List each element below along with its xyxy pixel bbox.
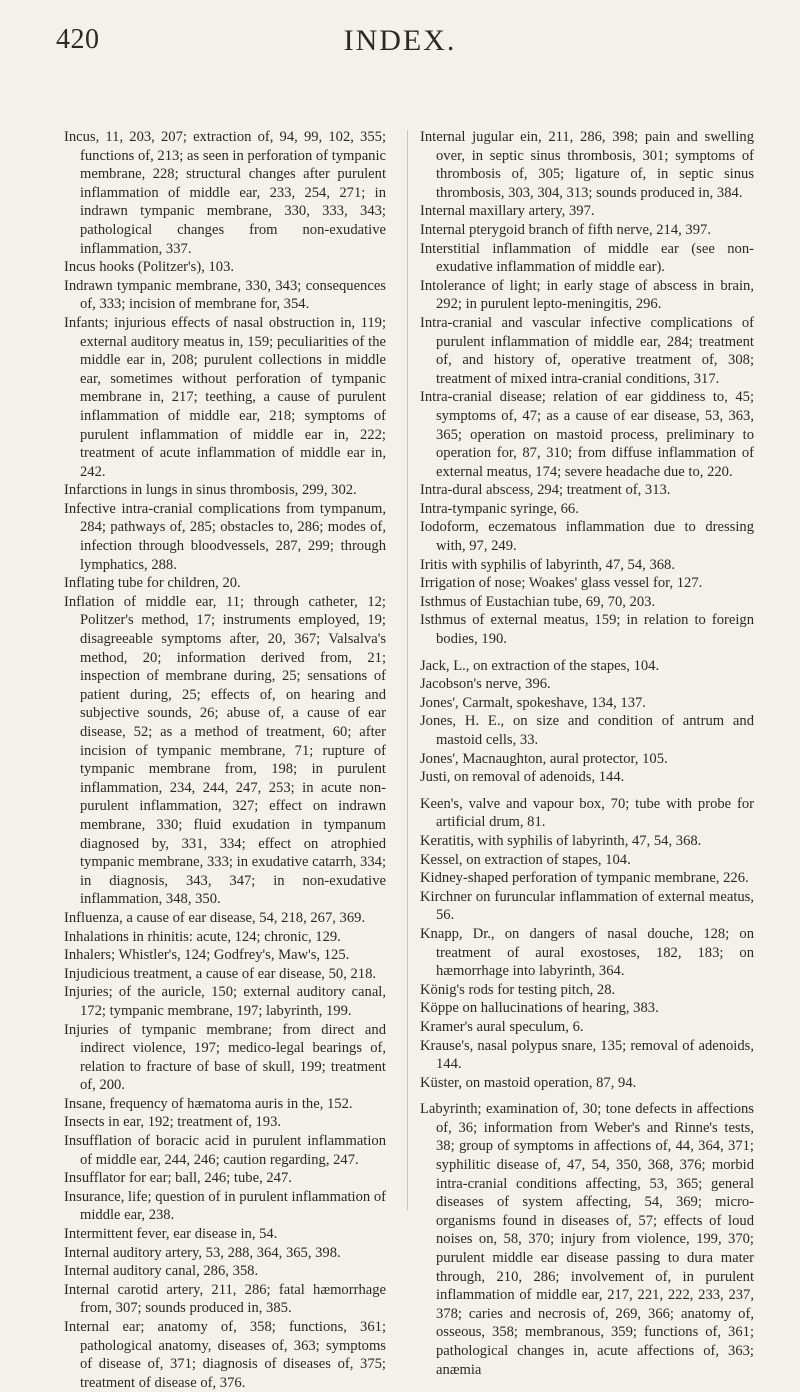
index-entry: Indrawn tympanic membrane, 330, 343; consequences of, 333; incision of membrane for, 354.	[64, 277, 386, 313]
index-entry: Kidney-shaped perforation of tympanic membrane, 226.	[420, 870, 749, 887]
page-number: 420	[56, 24, 100, 55]
index-entry: Insufflator for ear; ball, 246; tube, 247.	[64, 1170, 292, 1187]
index-entry: Insufflation of boracic acid in purulent inflammation of middle ear, 244, 246; caution regarding, 247.	[64, 1133, 386, 1168]
left-column	[64, 128, 386, 1392]
index-entry: Iodoform, eczematous inflammation due to dressing with, 97, 249.	[420, 519, 754, 555]
index-entry: Insects in ear, 192; treatment of, 193.	[64, 1114, 282, 1131]
index-entry: Infective intra-cranial complications from tympanum, 284; pathways of, 285; obstacles to, 286; modes of, infection through bloodvessels, 287, 299; through lymphatics, 288.	[64, 500, 386, 573]
index-entry: Internal ear; anatomy of, 358; functions, 361; pathological anatomy, diseases of, 363; symptoms of disease of, 371; diagnosis of diseases of, 375; treatment of disease of, 376.	[64, 1319, 386, 1391]
index-entry: Kramer's aural speculum, 6.	[420, 1018, 584, 1035]
index-entry: Jones, H. E., on size and condition of antrum and mastoid cells, 33.	[420, 713, 754, 748]
index-entry: Kessel, on extraction of stapes, 104.	[420, 851, 631, 868]
index-entry: Injuries; of the auricle, 150; external auditory canal, 172; tympanic membrane, 197; labyrinth, 199.	[64, 984, 386, 1019]
right-column	[420, 128, 754, 1379]
index-entry: Inhalations in rhinitis: acute, 124; chronic, 129.	[64, 928, 341, 945]
index-entry: Interstitial inflammation of middle ear (see non-exudative inflammation of middle ear).	[420, 240, 754, 276]
index-entry: Influenza, a cause of ear disease, 54, 218, 267, 369.	[64, 909, 366, 926]
index-entry: Internal auditory artery, 53, 288, 364, 365, 398.	[64, 1244, 341, 1261]
index-entry: König's rods for testing pitch, 28.	[420, 981, 616, 998]
index-entry: Internal auditory canal, 286, 358.	[64, 1263, 259, 1280]
index-entry: Jones', Macnaughton, aural protector, 105.	[420, 750, 668, 767]
index-entry: Isthmus of Eustachian tube, 69, 70, 203.	[420, 593, 656, 610]
index-entry: Isthmus of external meatus, 159; in relation to foreign bodies, 190.	[420, 612, 754, 648]
index-entry: Jones', Carmalt, spokeshave, 134, 137.	[420, 694, 646, 711]
index-entry: Injudicious treatment, a cause of ear disease, 50, 218.	[64, 965, 377, 982]
index-entry: Insane, frequency of hæmatoma auris in the, 152.	[64, 1095, 353, 1112]
index-entry: Intolerance of light; in early stage of abscess in brain, 292; in purulent lepto-meningitis, 296.	[420, 277, 754, 313]
index-entry: Insurance, life; question of in purulent inflammation of middle ear, 238.	[64, 1188, 386, 1224]
index-entry: Infarctions in lungs in sinus thrombosis, 299, 302.	[64, 482, 357, 499]
index-entry: Internal maxillary artery, 397.	[420, 203, 595, 220]
index-entry: Kirchner on furuncular inflammation of external meatus, 56.	[420, 888, 754, 924]
index-entry: Intra-cranial and vascular infective complications of purulent inflammation of middle ear, 284; treatment of, and history of, operative treatment of, 308; treatment of mixed intra-cranial conditions, 317.	[420, 314, 754, 387]
index-entry: Incus, 11, 203, 207; extraction of, 94, 99, 102, 355; functions of, 213; as seen in perforation of tympanic membrane, 228; structural changes after purulent inflammation of middle ear, 233, 254, 271; in indrawn tympanic membrane, 330, 333, 343; pathological changes from non-exudative inflammation, 337.	[64, 129, 386, 257]
index-entry: Intra-dural abscess, 294; treatment of, 313.	[420, 482, 671, 499]
index-entry: Internal pterygoid branch of fifth nerve, 214, 397.	[420, 221, 711, 238]
index-entry: Köppe on hallucinations of hearing, 383.	[420, 1000, 659, 1017]
index-entry: Incus hooks (Politzer's), 103.	[64, 259, 235, 276]
index-entry: Labyrinth; examination of, 30; tone defects in affections of, 36; information from Weber's and Rinne's tests, 38; group of symptoms in affections of, 44, 364, 371; syphilitic disease of, 47, 54, 350, 368, 376; morbid intra-cranial conditions affecting, 53, 365; general diseases of system affecting, 54, 369; micro-organisms found in diseases of, 57; effects of loud noises on, 58, 370; injury from violence, 199, 370; purulent middle ear disease passing to dura mater through, 210, 286; involvement of, in purulent inflammation of middle ear, 217, 221, 222, 233, 237, 378; caries and necrosis of, 269, 366; anatomy of, osseous, 358; membranous, 359; functions of, 361; pathological changes in, acute affections of, 363; anæmia	[420, 1101, 754, 1378]
index-entry: Infants; injurious effects of nasal obstruction in, 119; external auditory meatus in, 159; peculiarities of the middle ear in, 208; purulent collections in middle ear, sometimes without perforation of tympanic membrane in, 217; teething, a cause of purulent inflammation of middle ear, 218; symptoms of purulent inflammation of middle ear in, 222; treatment of acute inflammation of middle ear in, 242.	[64, 314, 386, 480]
index-entry: Irrigation of nose; Woakes' glass vessel for, 127.	[420, 575, 703, 592]
index-entry: Jack, L., on extraction of the stapes, 104.	[420, 657, 660, 674]
index-entry: Injuries of tympanic membrane; from direct and indirect violence, 197; medico-legal bearings of, relation to fracture of base of skull, 199; treatment of, 200.	[64, 1021, 386, 1094]
index-entry: Knapp, Dr., on dangers of nasal douche, 128; on treatment of aural exostoses, 182, 183; on hæmorrhage into labyrinth, 364.	[420, 925, 754, 980]
index-entry: Internal carotid artery, 211, 286; fatal hæmorrhage from, 307; sounds produced in, 385.	[64, 1281, 386, 1317]
index-title: INDEX.	[343, 24, 457, 57]
index-entry: Intra-tympanic syringe, 66.	[420, 500, 579, 517]
index-entry: Inflation of middle ear, 11; through catheter, 12; Politzer's method, 17; instruments employed, 19; disagreeable symptoms after, 20, 367; Valsalva's method, 20; information derived from, 21; inspection of membrane during, 25; sensations of patient during, 25; effects of, on hearing and subjective sounds, 26; abuse of, a cause of ear disease, 52; as a method of treatment, 60; after incision of tympanic membrane, 71; rupture of tympanic membrane from, 198; in purulent inflammation, 234, 244, 247, 253; in acute non-purulent inflammation, 327; effect on indrawn membrane, 330; fluid exudation in tympanum diagnosed by, 331, 334; effect on atrophied tympanic membrane, 333; in exudative catarrh, 334; in diagnosis, 343, 347; in non-exudative inflammation, 348, 350.	[64, 593, 386, 908]
index-entry: Krause's, nasal polypus snare, 135; removal of adenoids, 144.	[420, 1037, 754, 1073]
index-entry: Keratitis, with syphilis of labyrinth, 47, 54, 368.	[420, 832, 702, 849]
index-entry: Intermittent fever, ear disease in, 54.	[64, 1226, 278, 1243]
index-entry: Jacobson's nerve, 396.	[420, 676, 551, 693]
page-header	[56, 24, 744, 64]
index-entry: Keen's, valve and vapour box, 70; tube with probe for artificial drum, 81.	[420, 795, 754, 831]
column-divider	[407, 130, 408, 1210]
index-entry: Inhalers; Whistler's, 124; Godfrey's, Maw's, 125.	[64, 947, 350, 964]
index-entry: Justi, on removal of adenoids, 144.	[420, 769, 625, 786]
index-entry: Iritis with syphilis of labyrinth, 47, 54, 368.	[420, 556, 675, 573]
index-entry: Intra-cranial disease; relation of ear giddiness to, 45; symptoms of, 47; as a cause of ear disease, 53, 363, 365; operation on mastoid process, preliminary to operation for, 87, 310; from diffuse inflammation of external meatus, 174; severe headache due to, 220.	[420, 389, 754, 480]
index-entry: Inflating tube for children, 20.	[64, 575, 241, 592]
index-entry: Küster, on mastoid operation, 87, 94.	[420, 1074, 637, 1091]
index-entry: Internal jugular ein, 211, 286, 398; pain and swelling over, in septic sinus thrombosis, 301; symptoms of thrombosis of, 305; ligature of, in septic sinus thrombosis, 303, 304, 313; sounds produced in, 384.	[420, 129, 754, 201]
